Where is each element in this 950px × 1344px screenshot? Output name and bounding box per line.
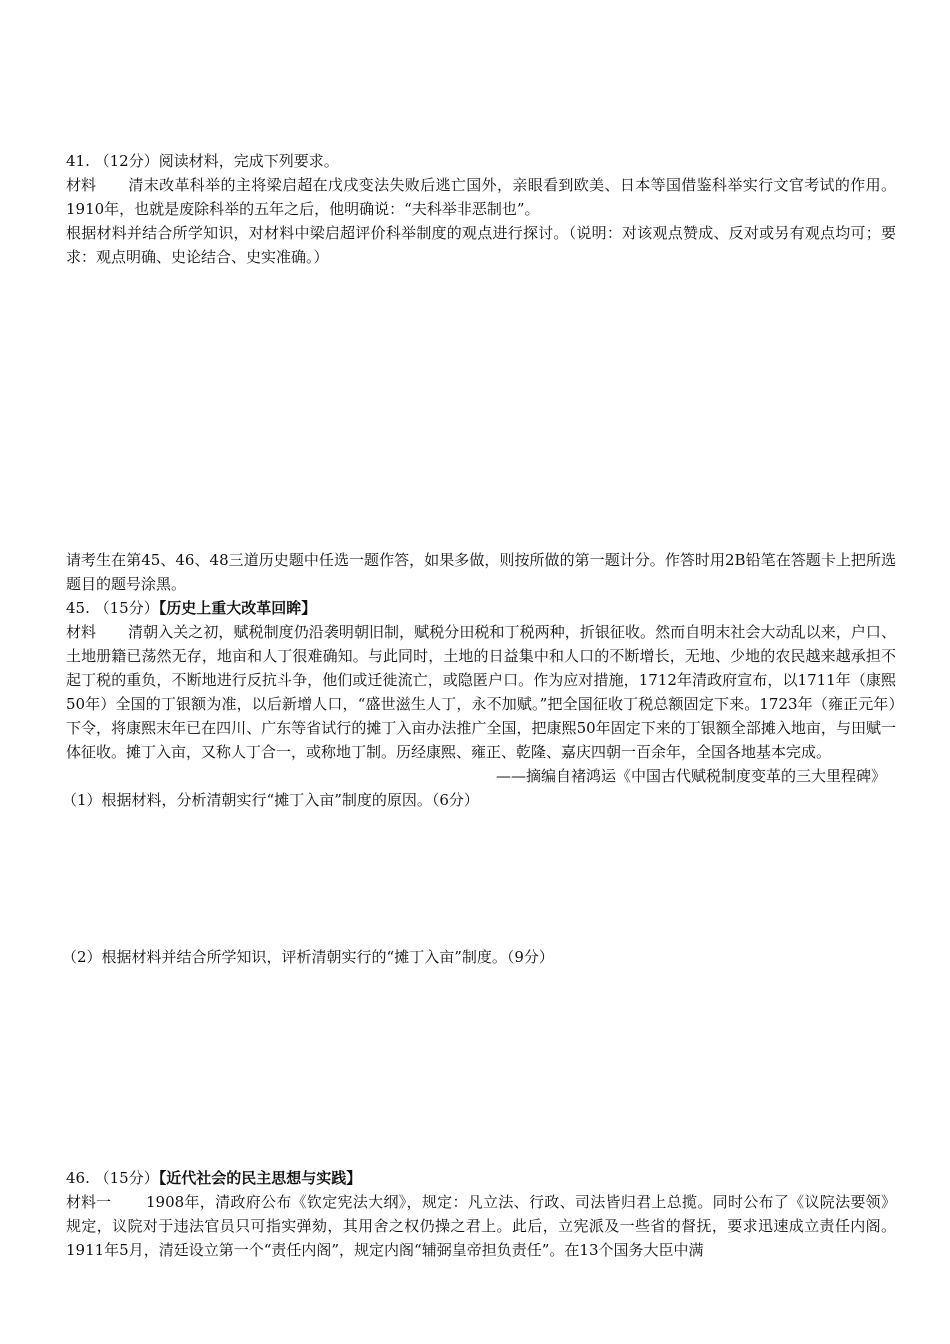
- material-label: 材料: [66, 623, 97, 641]
- question-45-header: [66, 596, 896, 620]
- question-46-header: [66, 1166, 896, 1190]
- elective-instruction: 请考生在第45、46、48三道历史题中任选一题作答，如果多做，则按所做的第一题计分。作答时用2B铅笔在答题卡上把所选题目的题号涂黑。: [66, 551, 896, 593]
- question-45-sub-2: （2）根据材料并结合所学知识，评析清朝实行的“摊丁入亩”制度。（9分）: [62, 948, 554, 966]
- question-46-topic: 【近代社会的民主思想与实践】: [158, 1169, 362, 1187]
- question-41: [66, 149, 896, 269]
- question-41-requirement: 根据材料并结合所学知识，对材料中梁启超评价科举制度的观点进行探讨。（说明：对该观点赞成、反对或另有观点均可；要求：观点明确、史论结合、史实准确。）: [66, 224, 896, 266]
- question-41-material: [66, 173, 896, 221]
- question-45-material: [66, 620, 896, 764]
- material-text: 清朝入关之初，赋税制度仍沿袭明朝旧制，赋税分田税和丁税两种，折银征收。然而自明末社会大动乱以来，户口、土地册籍已荡然无存，地亩和人丁很难确知。与此同时，土地的日益集中和人口的不断增长，无地、少地的农民越来越承担不起丁税的重负，不断地进行反抗斗争，他们或迁徙流亡，或隐匿户口。作为应对措施，1712年清政府宣布，以1711年（康熙50年）全国的丁银额为准，以后新增人口，“盛世滋生人丁，永不加赋。”把全国征收丁税总额固定下来。1723年（雍正元年）下令，将康熙末年已在四川、广东等省试行的摊丁入亩办法推广全国，把康熙50年固定下来的丁银额全部摊入地亩，与田赋一体征收。摊丁入亩，又称人丁合一，或称地丁制。历经康熙、雍正、乾隆、嘉庆四朝一百余年，全国各地基本完成。: [66, 623, 896, 761]
- question-45-topic: 【历史上重大改革回眸】: [158, 599, 317, 617]
- elective-instruction-block: [66, 548, 896, 596]
- question-46: [66, 1166, 896, 1262]
- material-text: 1908年，清政府公布《钦定宪法大纲》，规定：凡立法、行政、司法皆归君上总揽。同时公布了《议院法要领》规定，议院对于违法官员只可指实弹劾，其用舍之权仍操之君上。此后，立宪派及一些省的督抚，要求迅速成立责任内阁。1911年5月，清廷设立第一个“责任内阁”，规定内阁“辅弼皇帝担负责任”。在13个国务大臣中满: [66, 1193, 896, 1259]
- material-source: ——摘编自褚鸿运《中国古代赋税制度变革的三大里程碑》: [495, 767, 886, 785]
- question-41-header: 41. （12分）阅读材料，完成下列要求。: [66, 152, 339, 170]
- material-label: 材料一: [66, 1193, 112, 1211]
- question-46-material: [66, 1190, 896, 1262]
- material-label: 材料: [66, 176, 97, 194]
- question-45-sub-1: （1）根据材料，分析清朝实行“摊丁入亩”制度的原因。（6分）: [62, 791, 479, 809]
- question-45-part-2: [62, 945, 896, 969]
- question-45: [62, 596, 896, 812]
- question-45-number: 45. （15分）: [66, 599, 159, 617]
- question-46-number: 46. （15分）: [66, 1169, 159, 1187]
- material-text: 清末改革科举的主将梁启超在戊戌变法失败后逃亡国外，亲眼看到欧美、日本等国借鉴科举实行文官考试的作用。1910年，也就是废除科举的五年之后，他明确说：“夫科举非恶制也”。: [66, 176, 896, 218]
